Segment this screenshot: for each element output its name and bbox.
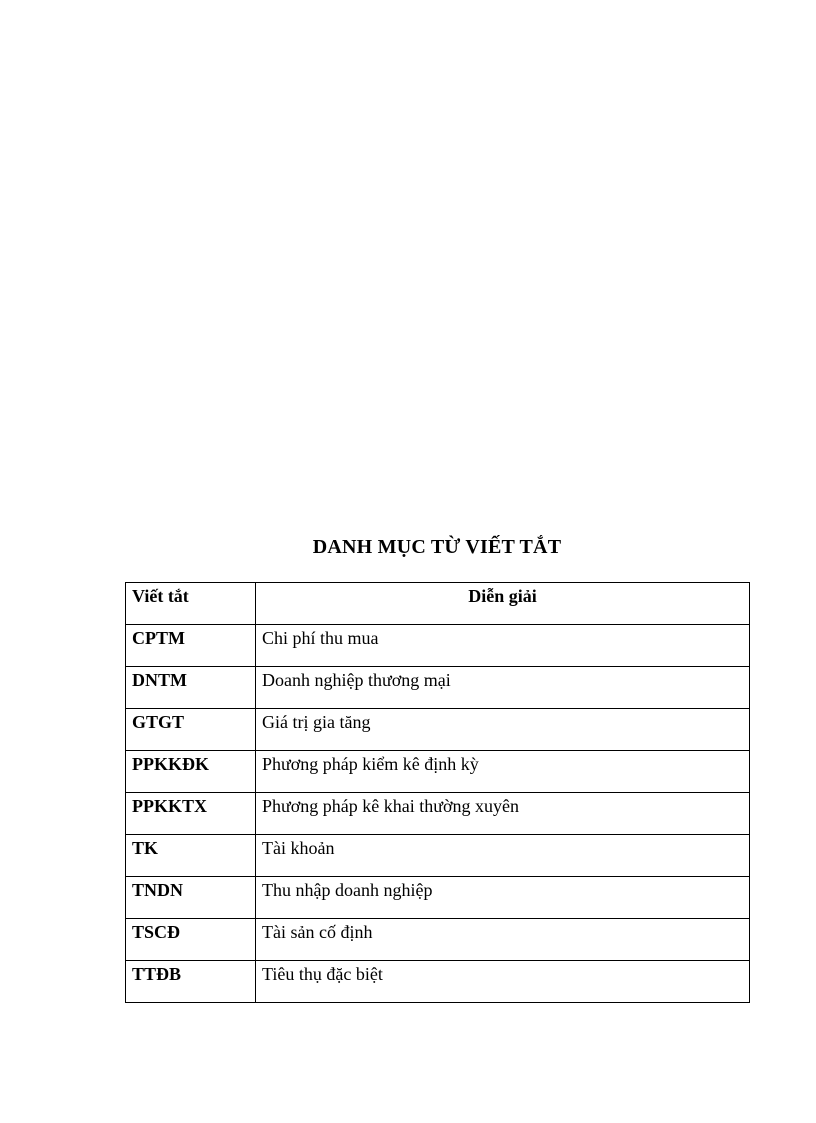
description-cell: Doanh nghiệp thương mại [256, 667, 750, 709]
table-row [126, 835, 750, 877]
description-cell: Tài sản cố định [256, 919, 750, 961]
column-header-description: Diễn giải [256, 583, 750, 625]
table-row [126, 667, 750, 709]
abbreviation-cell: TK [126, 835, 256, 877]
table-row [126, 709, 750, 751]
abbreviation-cell: DNTM [126, 667, 256, 709]
description-cell: Giá trị gia tăng [256, 709, 750, 751]
abbreviation-cell: CPTM [126, 625, 256, 667]
column-header-abbreviation: Viết tắt [126, 583, 256, 625]
table-row [126, 625, 750, 667]
description-cell: Thu nhập doanh nghiệp [256, 877, 750, 919]
abbreviation-cell: TSCĐ [126, 919, 256, 961]
description-cell: Phương pháp kê khai thường xuyên [256, 793, 750, 835]
table-row [126, 919, 750, 961]
table-row [126, 751, 750, 793]
abbreviation-cell: PPKKĐK [126, 751, 256, 793]
table-header-row [126, 583, 750, 625]
page-title: DANH MỤC TỪ VIẾT TẮT [312, 536, 562, 558]
description-cell: Phương pháp kiểm kê định kỳ [256, 751, 750, 793]
abbreviation-cell: TTĐB [126, 961, 256, 1003]
table-row [126, 793, 750, 835]
abbreviation-cell: TNDN [126, 877, 256, 919]
table-row [126, 961, 750, 1003]
description-cell: Tài khoản [256, 835, 750, 877]
abbreviation-cell: PPKKTX [126, 793, 256, 835]
abbreviation-table [125, 582, 750, 1003]
table-row [126, 877, 750, 919]
abbreviation-cell: GTGT [126, 709, 256, 751]
description-cell: Chi phí thu mua [256, 625, 750, 667]
description-cell: Tiêu thụ đặc biệt [256, 961, 750, 1003]
